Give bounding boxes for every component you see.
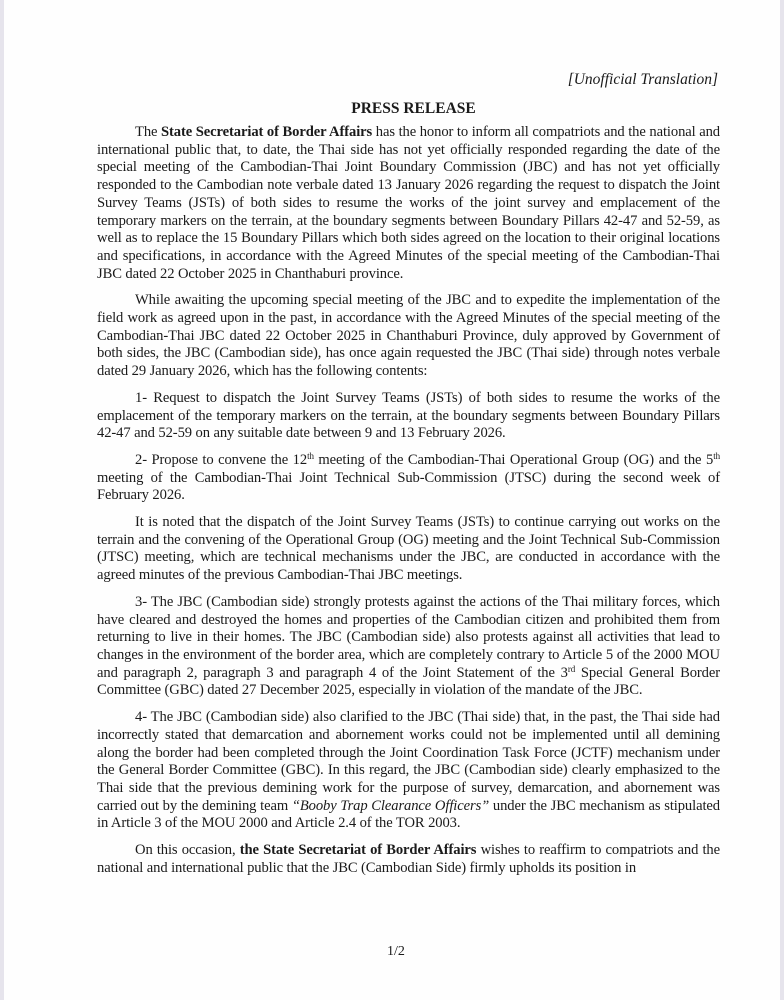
paragraph-text: meeting of the Cambodian-Thai Operational Group (OG) and the 5	[313, 451, 714, 468]
ordinal-suffix: rd	[567, 663, 576, 674]
paragraph-text: The	[135, 124, 162, 140]
page-number: 1/2	[387, 944, 405, 959]
page-edge-right	[780, 0, 784, 1000]
paragraph-text: Special General Border Committee (GBC) dated 27 December 2025, especially in violation of the mandate of the JBC.	[97, 664, 720, 699]
paragraph-item-1: 1- Request to dispatch the Joint Survey Teams (JSTs) of both sides to resume the works of the emplacement of the temporary markers on the terrain, at the boundary segments between Boundary Pillars 42-47 and 52-59 on any suitable date between 9 and 13 February 2026.	[97, 389, 720, 442]
paragraph-noted: It is noted that the dispatch of the Joint Survey Teams (JSTs) to continue carrying out works on the terrain and the convening of the Operational Group (OG) meeting and the Joint Technical Sub-Commission (JTSC) meeting, which are technical mechanisms under the JBC, are conducted in accordance with the agreed minutes of the previous Cambodian-Thai JBC meetings.	[97, 514, 720, 584]
page-title: PRESS RELEASE	[351, 100, 476, 117]
paragraph-item-3	[97, 594, 720, 700]
paragraph-text: under the JBC mechanism as stipulated in Article 3 of the MOU 2000 and Article 2.4 of the TOR 2003.	[97, 797, 720, 832]
paragraph-awaiting: While awaiting the upcoming special meeting of the JBC and to expedite the implementation of the field work as agreed upon in the past, in accordance with the Agreed Minutes of the special meeting of the Cambodian-Thai JBC dated 22 October 2025 in Chanthaburi Province, duly approved by Government of both sides, the JBC (Cambodian side), has once again requested the JBC (Thai side) through notes verbale dated 29 January 2026, which has the following contents:	[97, 292, 720, 380]
document-page	[4, 0, 780, 1000]
bold-organization-name: the State Secretariat of Border Affairs	[239, 842, 477, 859]
paragraph-text: 3- The JBC (Cambodian side) strongly protests against the actions of the Thai military forces, which have cleared and destroyed the homes and properties of the Cambodian citizen and prohibited them from returning to live in their homes. The JBC (Cambodian side) also protests against all activities that lead to changes in the environment of the border area, which are completely contrary to Article 5 of the 2000 MOU and paragraph 2, paragraph 3 and paragraph 4 of the Joint Statement of the 3	[97, 593, 720, 681]
document-content	[97, 70, 720, 877]
bold-organization-name: State Secretariat of Border Affairs	[161, 124, 373, 140]
paragraph-text: On this occasion,	[135, 842, 240, 859]
paragraph-closing	[97, 842, 720, 877]
paragraph-item-4	[97, 709, 720, 833]
ordinal-suffix: th	[307, 450, 314, 461]
translation-note: [Unofficial Translation]	[567, 71, 718, 88]
paragraph-intro	[97, 124, 720, 283]
paragraph-text: 4- The JBC (Cambodian side) also clarified to the JBC (Thai side) that, in the past, the Thai side had incorrectly stated that demarcation and abornement works could not be implemented until all demining along the border had been completed through the Joint Coordination Task Force (JCTF) mechanism under the General Border Committee (GBC). In this regard, the JBC (Cambodian side) clearly emphasized to the Thai side that the previous demining work for the purpose of survey, demarcation, and abornement was carried out by the demining team	[97, 709, 720, 814]
paragraph-text: wishes to reaffirm to compatriots and the national and international public that the JBC (Cambodian Side) firmly upholds its position in	[97, 842, 721, 876]
paragraph-text: 2- Propose to convene the 12	[135, 451, 308, 468]
paragraph-text: meeting of the Cambodian-Thai Joint Technical Sub-Commission (JTSC) during the second week of February 2026.	[97, 469, 720, 504]
paragraph-text: has the honor to inform all compatriots and the national and international public that, to date, the Thai side has not yet officially responded regarding the date of the special meeting of the Cambodian-Thai Joint Boundary Commission (JBC) and has not yet officially responded to the Cambodian note verbale dated 13 January 2026 regarding the request to dispatch the Joint Survey Teams (JSTs) of both sides to resume the works of the joint survey and emplacement of the temporary markers on the terrain, at the boundary segments between Boundary Pillars 42-47 and 52-59, as well as to replace the 15 Boundary Pillars which both sides agreed on the location to their original locations and specifications, in accordance with the Agreed Minutes of the special meeting of the Cambodian-Thai JBC dated 22 October 2025 in Chanthaburi province.	[97, 124, 721, 282]
italic-team-name: “Booby Trap Clearance Officers”	[291, 797, 490, 814]
paragraph-item-2	[97, 452, 720, 505]
ordinal-suffix: th	[713, 450, 720, 461]
